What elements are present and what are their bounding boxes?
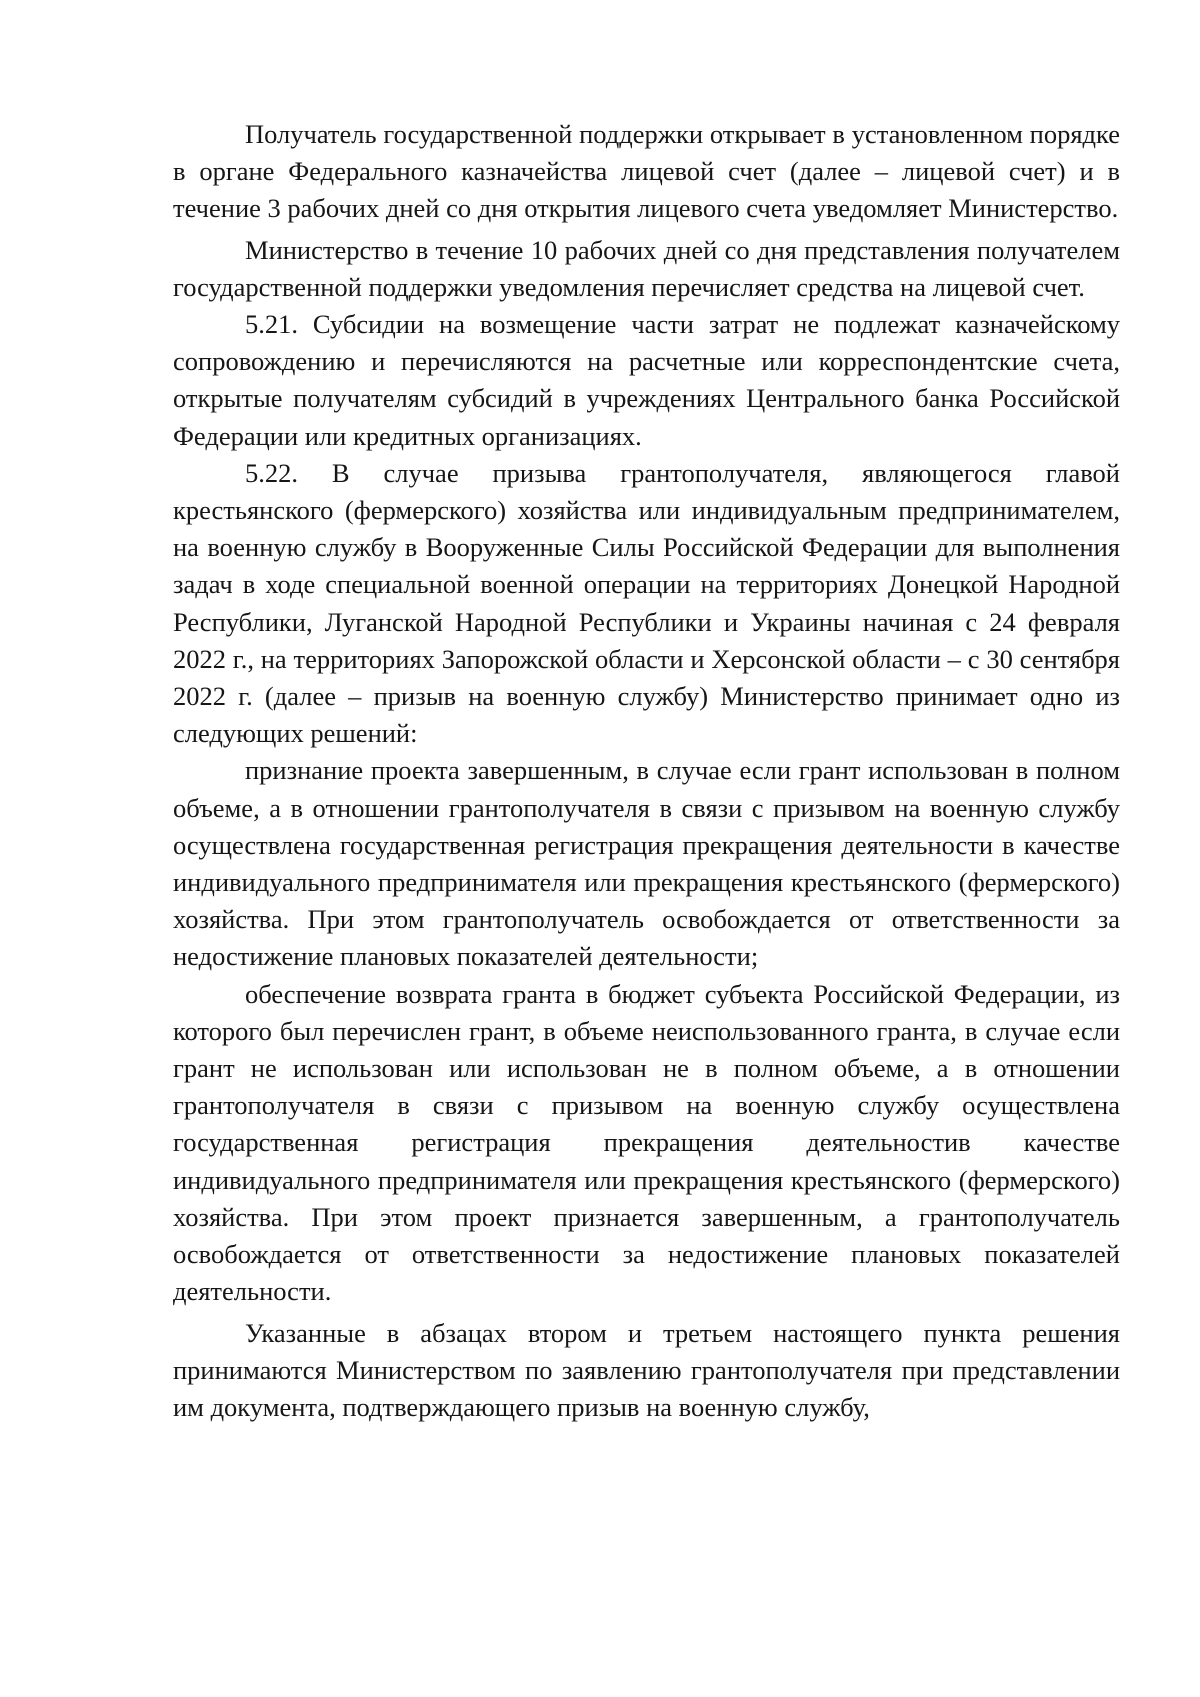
- paragraph-decision-grant-return: обеспечение возврата гранта в бюджет субъекта Российской Федерации, из которого был перечислен грант, в объеме неиспользованного гранта, в случае если грант не использован или использован не в полном объеме, а в отношении грантополучателя в связи с призывом на военную службу осуществлена государственная регистрация прекращения деятельностив качестве индивидуального предпринимателя или прекращения крестьянского (фермерского) хозяйства. При этом проект признается завершенным, а грантополучатель освобождается от ответственности за недостижение плановых показателей деятельности.: [173, 978, 1120, 1307]
- paragraph-5-21: 5.21. Субсидии на возмещение части затрат не подлежат казначейскому сопровождению и перечисляются на расчетные или корреспондентские счета, открытые получателям субсидий в учреждениях Центрального банка Российской Федерации или кредитных организациях.: [173, 309, 1120, 451]
- paragraph-decisions-application: Указанные в абзацах втором и третьем настоящего пункта решения принимаются Министерством по заявлению грантополучателя при представлении им документа, подтверждающего призыв на военную службу,: [173, 1317, 1120, 1422]
- paragraph-ministry-transfer: Министерство в течение 10 рабочих дней со дня представления получателем государственной поддержки уведомления перечисляет средства на лицевой счет.: [173, 234, 1120, 302]
- paragraph-personal-account: Получатель государственной поддержки открывает в установленном порядке в органе Федерального казначейства лицевой счет (далее – лицевой счет) и в течение 3 рабочих дней со дня открытия лицевого счета уведомляет Министерство.: [173, 119, 1120, 224]
- document-body: [173, 116, 1120, 1426]
- paragraph-decision-project-complete: признание проекта завершенным, в случае если грант использован в полном объеме, а в отношении грантополучателя в связи с призывом на военную службу осуществлена государственная регистрация прекращения деятельности в качестве индивидуального предпринимателя или прекращения крестьянского (фермерского) хозяйства. При этом грантополучатель освобождается от ответственности за недостижение плановых показателей деятельности;: [173, 755, 1120, 972]
- paragraph-5-22: 5.22. В случае призыва грантополучателя, являющегося главой крестьянского (фермерского) хозяйства или индивидуальным предпринимателем, на военную службу в Вооруженные Силы Российской Федерации для выполнения задач в ходе специальной военной операции на территориях Донецкой Народной Республики, Луганской Народной Республики и Украины начиная с 24 февраля 2022 г., на территориях Запорожской области и Херсонской области – с 30 сентября 2022 г. (далее – призыв на военную службу) Министерство принимает одно из следующих решений:: [173, 457, 1120, 749]
